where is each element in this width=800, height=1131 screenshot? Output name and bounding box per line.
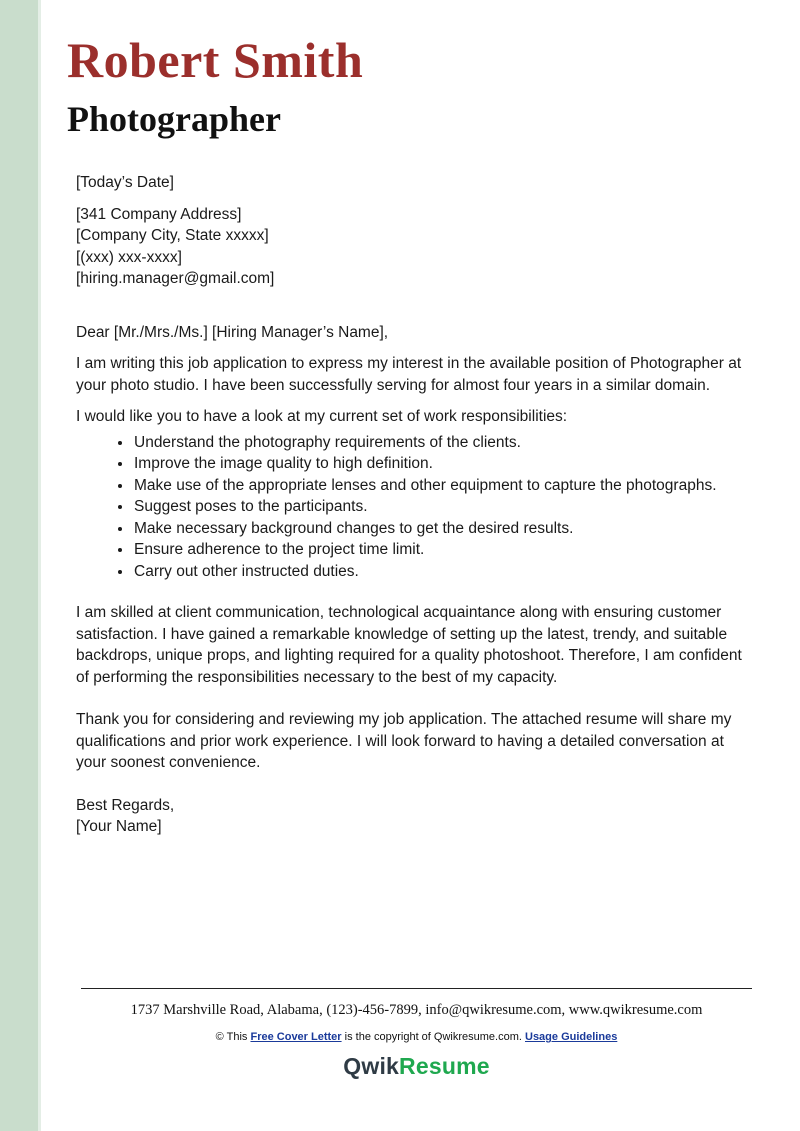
duties-list xyxy=(76,432,756,583)
qwikresume-logo xyxy=(81,1053,752,1080)
copyright-notice xyxy=(81,1031,752,1043)
duty-item: • Make use of the appropriate lenses and other equipment to capture the photographs. xyxy=(133,475,756,497)
letter-body xyxy=(76,172,756,838)
copyright-prefix: © This xyxy=(215,1031,248,1043)
duty-item: • Improve the image quality to high definition. xyxy=(133,453,756,475)
copyright-text: is the copyright of Qwikresume.com. xyxy=(344,1031,522,1043)
duty-item: • Carry out other instructed duties. xyxy=(133,561,756,583)
address-line: [341 Company Address] xyxy=(76,205,242,223)
sidebar-accent xyxy=(0,0,41,1131)
duty-item: • Ensure adherence to the project time limit. xyxy=(133,539,756,561)
closing-phrase: Best Regards, xyxy=(76,796,175,814)
address-line: [hiring.manager@gmail.com] xyxy=(76,270,275,287)
free-cover-letter-link[interactable]: Free Cover Letter xyxy=(250,1031,342,1043)
signature-name: [Your Name] xyxy=(76,818,162,835)
applicant-name: Robert Smith xyxy=(67,32,364,88)
duties-intro: I would like you to have a look at my current set of work responsibilities: xyxy=(76,408,568,425)
closing-paragraph: Thank you for considering and reviewing my job application. The attached resume will share my qualifications and prior work experience. I will look forward to having a detailed conversation at your soonest convenience. xyxy=(76,711,732,771)
duty-item: • Suggest poses to the participants. xyxy=(133,496,756,518)
salutation: Dear [Mr./Mrs./Ms.] [Hiring Manager’s Name], xyxy=(76,323,389,341)
address-line: [Company City, State xxxxx] xyxy=(76,227,269,244)
logo-part-qwik: Qwik xyxy=(343,1053,400,1079)
job-title: Photographer xyxy=(67,99,281,139)
intro-paragraph: I am writing this job application to express my interest in the available position of Photographer at your photo studio. I have been successfully serving for almost four years in a similar domain. xyxy=(76,355,742,394)
skills-paragraph: I am skilled at client communication, technological acquaintance along with ensuring customer satisfaction. I have gained a remarkable knowledge of setting up the latest, trendy, and suitable backdrops, unique props, and lighting required for a quality photoshoot. Therefore, I am confident of performing the responsibilities necessary to the best of my capacity. xyxy=(76,604,742,686)
footer-contact: 1737 Marshville Road, Alabama, (123)-456-7899, info@qwikresume.com, www.qwikresume.com xyxy=(130,1002,703,1018)
duty-item: • Make necessary background changes to get the desired results. xyxy=(133,518,756,540)
duty-item: • Understand the photography requirements of the clients. xyxy=(133,432,756,454)
address-line: [(xxx) xxx-xxxx] xyxy=(76,248,182,266)
logo-part-resume: Resume xyxy=(399,1053,490,1079)
footer-divider xyxy=(81,988,752,989)
recipient-address xyxy=(76,204,756,290)
letter-date: [Today’s Date] xyxy=(76,174,174,191)
usage-guidelines-link[interactable]: Usage Guidelines xyxy=(525,1031,618,1043)
